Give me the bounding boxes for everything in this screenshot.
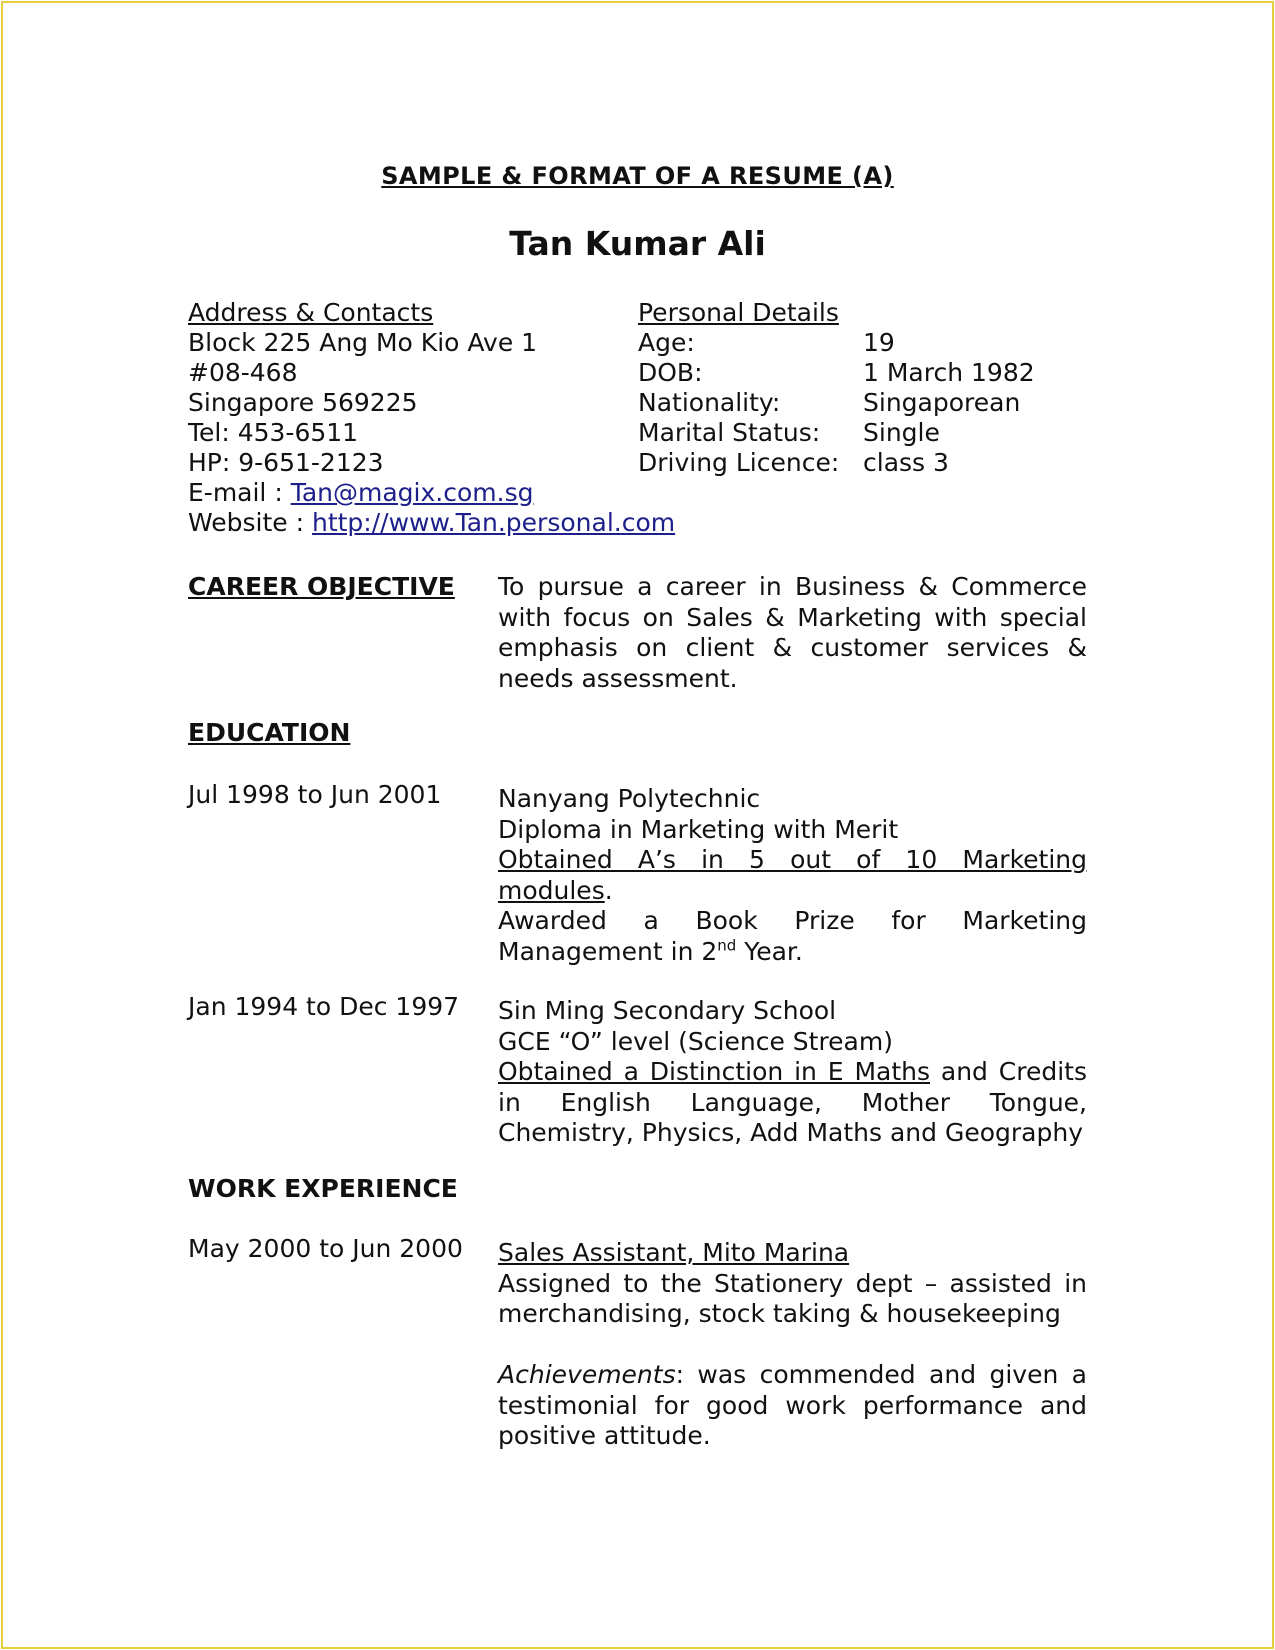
job-description: merchandising, stock taking & housekeeping (498, 1299, 1061, 1328)
personal-heading: Personal Details (638, 298, 839, 327)
address-line-2: #08-468 (188, 358, 298, 387)
achievement-line (498, 1057, 1087, 1088)
education-heading: EDUCATION (188, 718, 351, 747)
telephone: Tel: 453-6511 (188, 418, 359, 447)
achievement-text: modules (498, 875, 605, 905)
personal-label: Marital Status: (638, 418, 821, 447)
school-name: Nanyang Polytechnic (498, 784, 761, 813)
award-tail: Year. (736, 936, 803, 966)
document-title: SAMPLE & FORMAT OF A RESUME (A) (381, 162, 894, 190)
job-description: Assigned to the Stationery dept – assisted in (498, 1268, 1087, 1298)
achievements-line: testimonial for good work performance and (498, 1390, 1087, 1420)
email-label: E-mail : (188, 478, 291, 507)
achievement-rest: and Credits (930, 1057, 1088, 1086)
achievement-text: Obtained a Distinction in E Maths (498, 1057, 931, 1086)
qualification: Diploma in Marketing with Merit (498, 814, 899, 844)
personal-label: Nationality: (638, 388, 781, 417)
career-line: needs assessment. (498, 663, 738, 693)
career-heading: CAREER OBJECTIVE (188, 572, 455, 601)
achievements-line (498, 1360, 1087, 1391)
award-line: Awarded a Book Prize for Marketing (498, 906, 1087, 935)
contacts-heading: Address & Contacts (188, 298, 434, 327)
personal-label: Age: (638, 328, 695, 357)
personal-value: Singaporean (863, 388, 1021, 417)
education-period: Jul 1998 to Jun 2001 (188, 780, 442, 809)
work-period: May 2000 to Jun 2000 (188, 1234, 463, 1263)
candidate-name: Tan Kumar Ali (509, 224, 766, 263)
handphone: HP: 9-651-2123 (188, 448, 384, 477)
award-text: Management in 2 (498, 936, 718, 966)
work-heading: WORK EXPERIENCE (188, 1174, 458, 1203)
website-link[interactable]: http://www.Tan.personal.com (311, 508, 676, 537)
achievement-line: in English Language, Mother Tongue, (498, 1087, 1087, 1117)
website-row (188, 508, 675, 538)
email-link[interactable]: Tan@magix.com.sg (290, 478, 534, 507)
award-line (498, 937, 1087, 968)
achievement-period: . (604, 875, 613, 905)
job-role: Sales Assistant, Mito Marina (498, 1238, 850, 1267)
personal-value: Single (863, 418, 940, 447)
achievements-label: Achievements (498, 1360, 676, 1389)
personal-value: class 3 (863, 448, 949, 477)
address-line-3: Singapore 569225 (188, 388, 418, 417)
education-period: Jan 1994 to Dec 1997 (188, 992, 460, 1021)
website-label: Website : (188, 508, 312, 537)
career-line: with focus on Sales & Marketing with special (498, 602, 1087, 632)
achievements-text: : was commended and given a (675, 1360, 1087, 1389)
career-text (498, 572, 1087, 694)
education-entry (498, 784, 1087, 967)
work-entry (498, 1238, 1087, 1452)
achievement-line: Obtained A’s in 5 out of 10 Marketing (498, 845, 1087, 874)
achievement-line (498, 876, 1087, 907)
address-line-1: Block 225 Ang Mo Kio Ave 1 (188, 328, 538, 357)
personal-label: DOB: (638, 358, 703, 387)
achievement-line: Chemistry, Physics, Add Maths and Geography (498, 1118, 1083, 1147)
education-entry (498, 996, 1087, 1149)
personal-value: 19 (863, 328, 895, 357)
school-name: Sin Ming Secondary School (498, 996, 837, 1025)
qualification: GCE “O” level (Science Stream) (498, 1026, 893, 1056)
spacer (498, 1330, 1087, 1361)
achievements-line: positive attitude. (498, 1421, 711, 1450)
ordinal-suffix: nd (717, 936, 737, 955)
email-row (188, 478, 533, 508)
career-line: To pursue a career in Business & Commerce (498, 572, 1087, 601)
career-line: emphasis on client & customer services & (498, 633, 1087, 662)
personal-label: Driving Licence: (638, 448, 840, 477)
personal-value: 1 March 1982 (863, 358, 1035, 387)
